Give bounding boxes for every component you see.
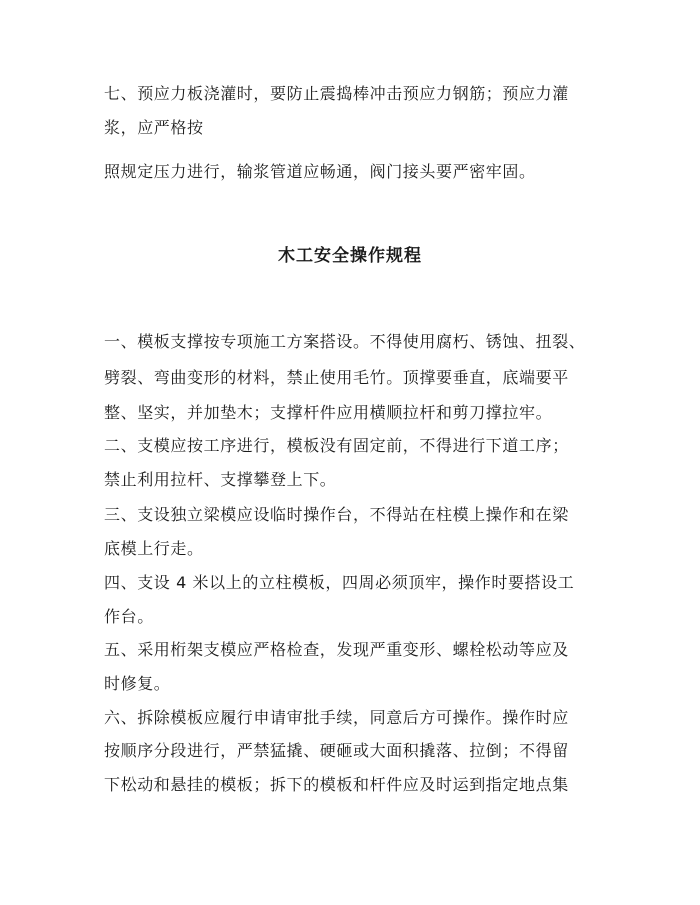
paragraph-line: 底模上行走。: [104, 539, 204, 558]
paragraph-line: 二、支模应按工序进行，模板没有固定前，不得进行下道工序；: [104, 436, 569, 455]
paragraph-line: 浆，应严格按: [104, 118, 204, 137]
paragraph-line: 六、拆除模板应履行申请审批手续，同意后方可操作。操作时应: [104, 708, 569, 727]
paragraph-line: 整、坚实，并加垫木；支撑杆件应用横顺拉杆和剪刀撑拉牢。: [104, 403, 553, 422]
paragraph-line: 四、支设 4 米以上的立柱模板，四周必须顶牢，操作时要搭设工: [104, 573, 575, 592]
paragraph-line: 下松动和悬挂的模板；拆下的模板和杆件应及时运到指定地点集: [104, 775, 569, 794]
paragraph-line: 按顺序分段进行，严禁猛撬、硬砸或大面积撬落、拉倒；不得留: [104, 741, 569, 760]
paragraph-line: 禁止利用拉杆、支撑攀登上下。: [104, 470, 337, 489]
paragraph-line: 七、预应力板浇灌时，要防止震捣棒冲击预应力钢筋；预应力灌: [104, 84, 569, 103]
paragraph-line: 一、模板支撑按专项施工方案搭设。不得使用腐朽、锈蚀、扭裂、: [104, 332, 586, 351]
paragraph-line: 时修复。: [104, 674, 171, 693]
paragraph-line: 三、支设独立梁模应设临时操作台，不得站在柱模上操作和在梁: [104, 505, 569, 524]
paragraph-line: 照规定压力进行，输浆管道应畅通，阀门接头要严密牢固。: [104, 162, 536, 181]
paragraph-line: 作台。: [104, 607, 154, 626]
paragraph-line: 五、采用桁架支模应严格检查，发现严重变形、螺栓松动等应及: [104, 640, 569, 659]
section-heading: 木工安全操作规程: [278, 246, 422, 266]
paragraph-line: 劈裂、弯曲变形的材料，禁止使用毛竹。顶撑要垂直，底端要平: [104, 368, 569, 387]
